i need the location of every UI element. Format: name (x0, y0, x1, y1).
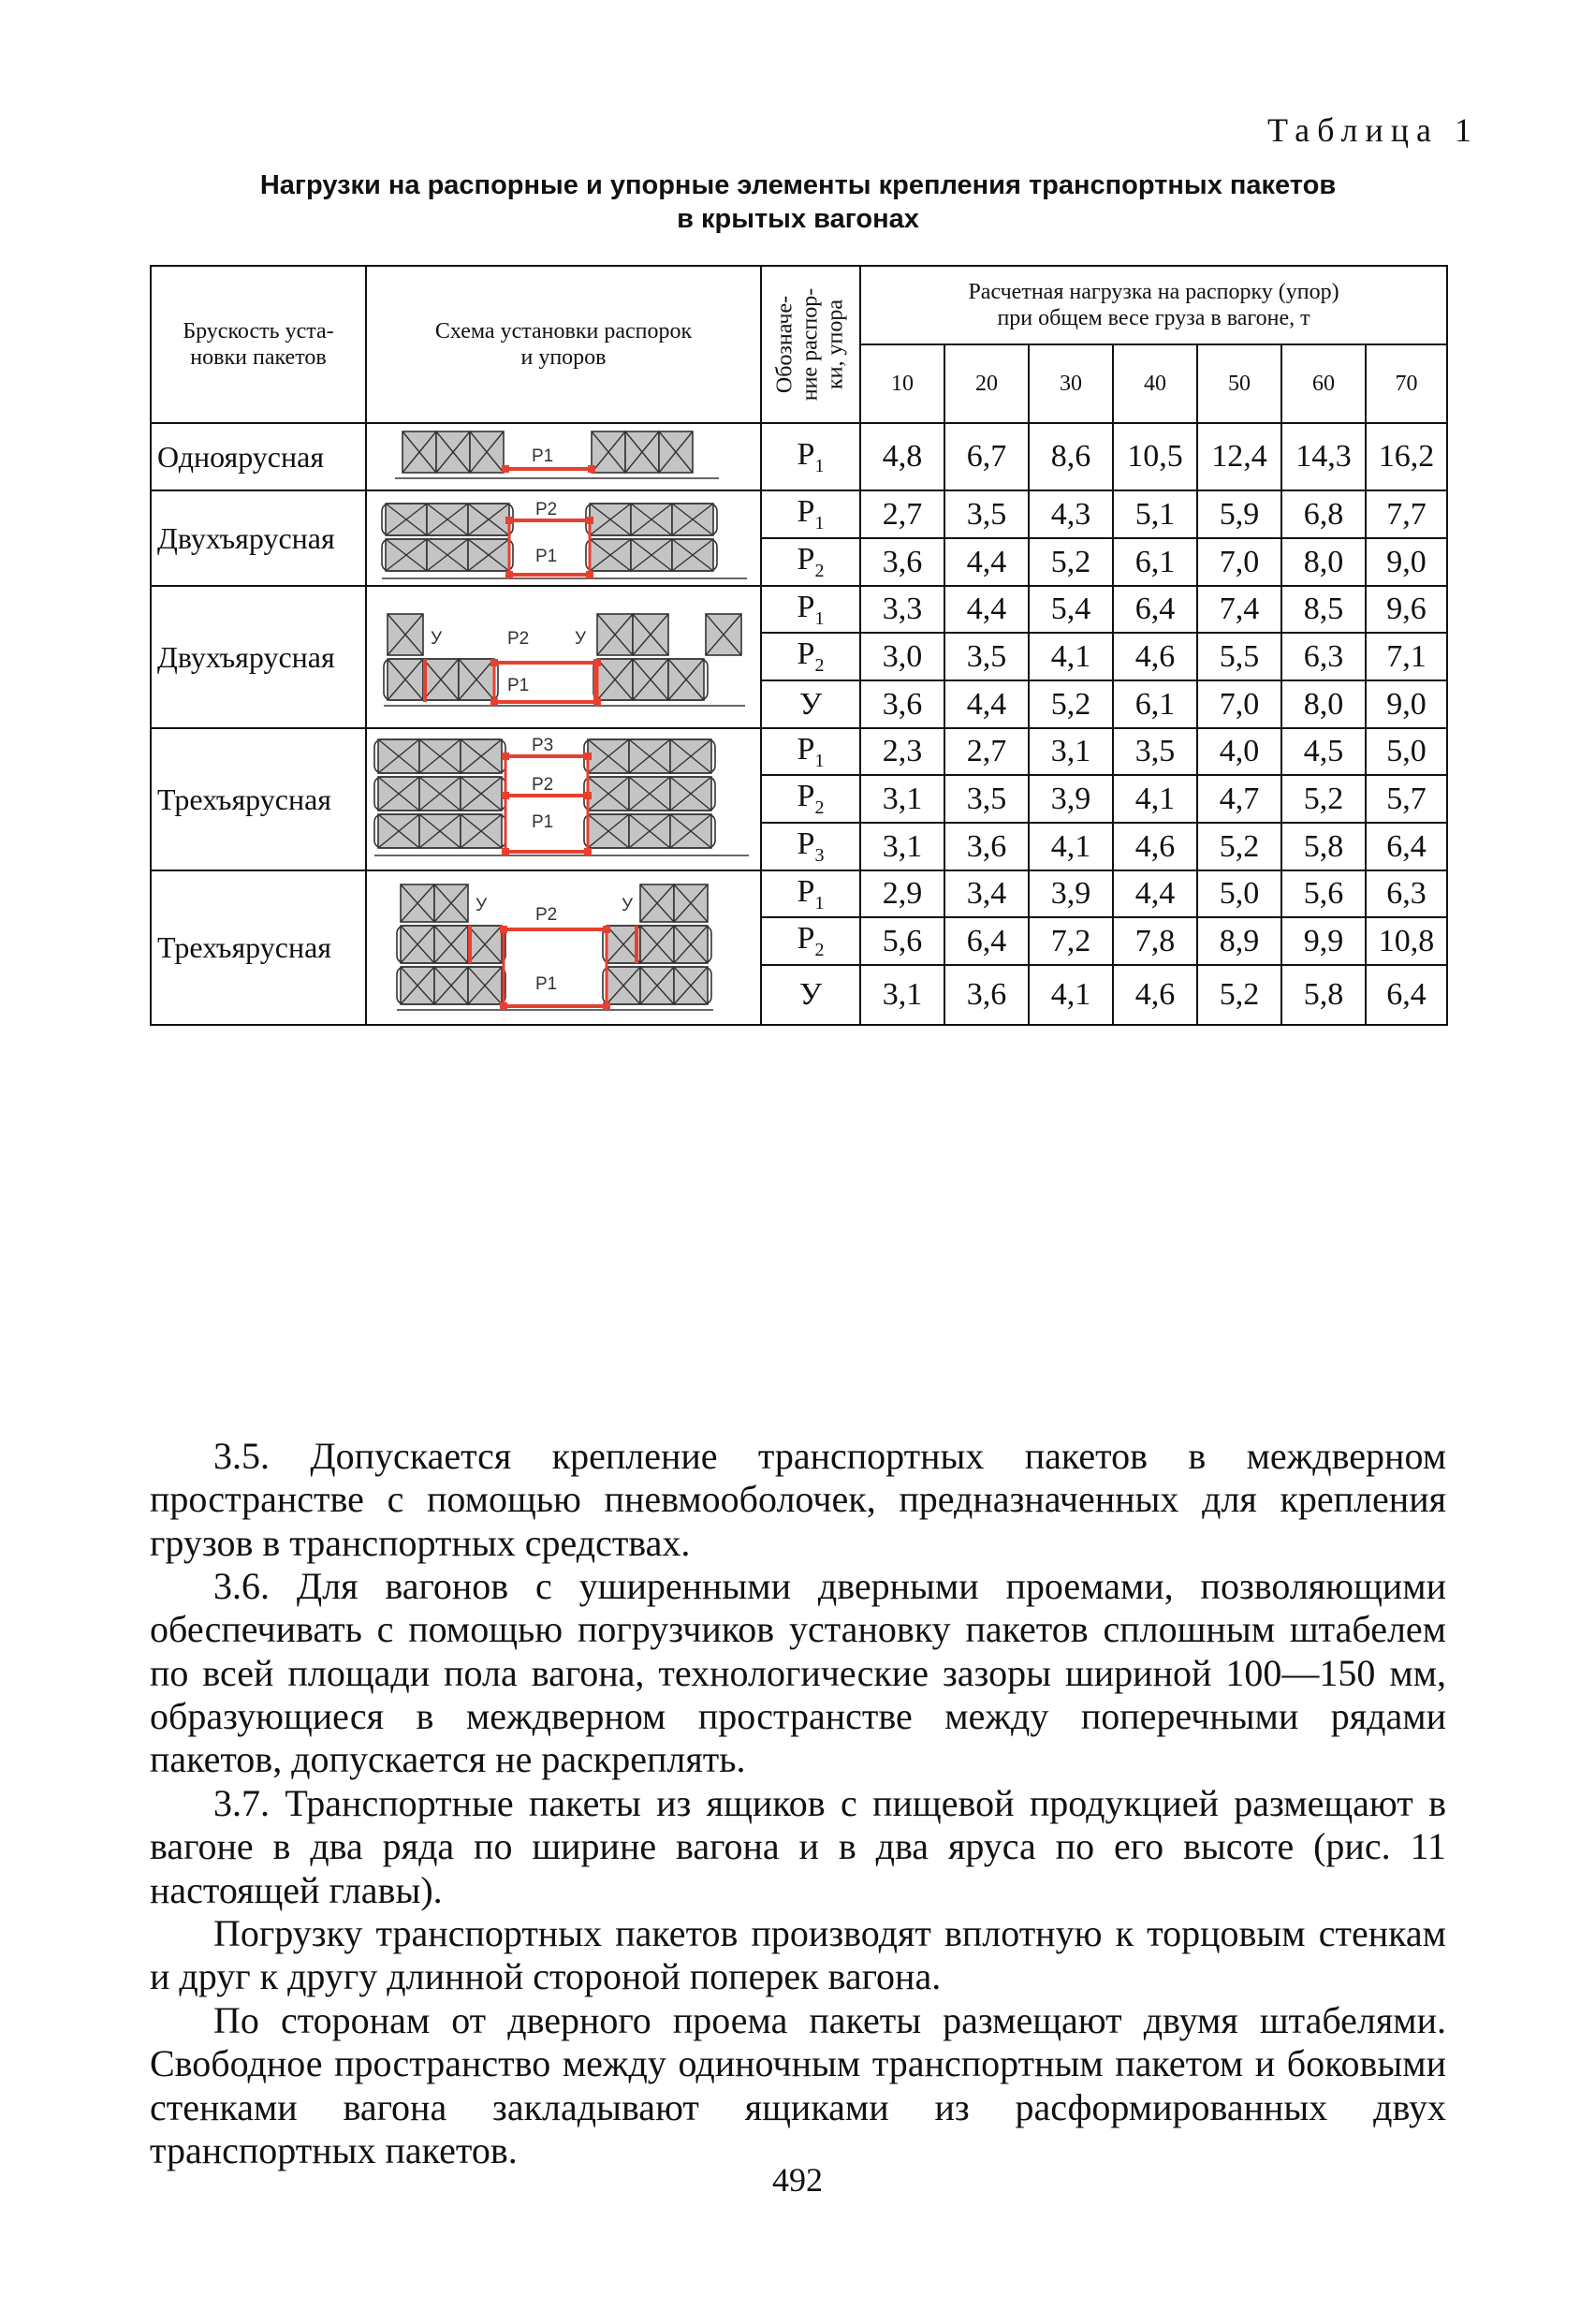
load-value-cell: 7,7 (1366, 490, 1447, 538)
svg-text:P1: P1 (532, 811, 554, 832)
scheme-three-tier (367, 732, 760, 868)
page-number: 492 (772, 2161, 823, 2199)
load-value-cell: 7,2 (1029, 917, 1113, 965)
load-value-cell: 3,5 (944, 775, 1029, 823)
load-value-cell: 6,8 (1281, 490, 1366, 538)
table-title-line-2: в крытых вагонах (677, 204, 919, 234)
header-weight-50: 50 (1197, 344, 1281, 423)
designation-index: 3 (814, 844, 825, 866)
loads-table (150, 265, 1448, 1026)
scheme-single-tier (376, 424, 751, 490)
load-value-cell: 4,8 (860, 423, 944, 490)
load-value-cell: 4,0 (1197, 728, 1281, 775)
svg-text:У: У (575, 628, 587, 649)
tier-cell: Одноярусная (151, 423, 366, 490)
load-value-cell: 3,1 (860, 823, 944, 870)
load-value-cell: 3,9 (1029, 870, 1113, 917)
load-value-cell: 6,4 (1366, 965, 1447, 1025)
load-value-cell: 7,0 (1197, 680, 1281, 728)
load-value-cell: 3,5 (944, 633, 1029, 680)
svg-text:P2: P2 (532, 774, 554, 795)
load-value-cell: 4,6 (1113, 823, 1197, 870)
load-value-cell: 2,7 (944, 728, 1029, 775)
table-title (150, 168, 1446, 236)
load-value-cell: 3,6 (860, 538, 944, 586)
svg-text:P1: P1 (535, 974, 558, 994)
svg-text:P3: P3 (532, 735, 554, 755)
load-value-cell: 8,9 (1197, 917, 1281, 965)
load-value-cell: 2,7 (860, 490, 944, 538)
designation-code: P (797, 436, 815, 472)
designation-index: 1 (814, 512, 825, 533)
load-value-cell: 8,0 (1281, 680, 1366, 728)
designation-index: 2 (814, 654, 825, 676)
designation-code: P (797, 921, 815, 957)
load-value-cell: 10,8 (1366, 917, 1447, 965)
designation-index: 1 (814, 892, 825, 914)
load-value-cell: 6,7 (944, 423, 1029, 490)
designation-code: P (797, 494, 815, 530)
load-value-cell: 4,1 (1029, 823, 1113, 870)
load-value-cell: 3,1 (1029, 728, 1113, 775)
load-value-cell: 4,1 (1113, 775, 1197, 823)
designation-cell (761, 633, 860, 680)
load-value-cell: 6,3 (1366, 870, 1447, 917)
load-value-cell: 7,0 (1197, 538, 1281, 586)
designation-cell (761, 538, 860, 586)
load-value-cell: 5,8 (1281, 965, 1366, 1025)
load-value-cell: 7,4 (1197, 586, 1281, 633)
load-value-cell: 4,4 (944, 538, 1029, 586)
designation-index: 2 (814, 797, 825, 818)
load-value-cell: 4,1 (1029, 633, 1113, 680)
designation-cell (761, 917, 860, 965)
load-value-cell: 3,6 (860, 680, 944, 728)
designation-code: У (798, 686, 823, 722)
header-weight-10: 10 (860, 344, 944, 423)
designation-cell (761, 728, 860, 775)
load-value-cell: 5,7 (1366, 775, 1447, 823)
load-value-cell: 2,3 (860, 728, 944, 775)
scheme-cell (366, 490, 761, 586)
table-title-line-1: Нагрузки на распорные и упорные элементы крепления транспортных пакетов (259, 170, 1337, 200)
load-value-cell: 5,2 (1029, 538, 1113, 586)
designation-cell (761, 680, 860, 728)
paragraph: По сторонам от дверного проема пакеты размещают двумя штабелями. Свободное пространство между одиночным транспортным пакетом и боковыми стенками вагона закладывают ящиками из расформированных двух транспортных пакетов. (150, 1999, 1446, 2171)
designation-index: 1 (814, 607, 825, 629)
load-value-cell: 8,5 (1281, 586, 1366, 633)
designation-cell (761, 823, 860, 870)
load-value-cell: 4,7 (1197, 775, 1281, 823)
load-value-cell: 3,6 (944, 965, 1029, 1025)
scheme-cell (366, 423, 761, 490)
tier-cell: Трехъярусная (151, 728, 366, 870)
tier-cell: Двухъярусная (151, 586, 366, 728)
load-value-cell: 5,9 (1197, 490, 1281, 538)
header-weight-60: 60 (1281, 344, 1366, 423)
header-weight-20: 20 (944, 344, 1029, 423)
load-value-cell: 3,0 (860, 633, 944, 680)
load-value-cell: 4,4 (1113, 870, 1197, 917)
header-designation-text: Обозначе- ние распор- ки, упора (772, 287, 848, 402)
svg-text:P1: P1 (535, 547, 558, 566)
svg-text:У: У (476, 896, 488, 915)
svg-text:У: У (431, 628, 443, 649)
svg-text:P2: P2 (535, 905, 558, 925)
load-value-cell: 6,4 (944, 917, 1029, 965)
designation-code: P (797, 779, 815, 814)
load-value-cell: 5,2 (1029, 680, 1113, 728)
load-value-cell: 5,2 (1197, 823, 1281, 870)
load-value-cell: 4,6 (1113, 633, 1197, 680)
load-value-cell: 5,0 (1366, 728, 1447, 775)
designation-code: P (797, 826, 815, 862)
header-weight-40: 40 (1113, 344, 1197, 423)
designation-code: P (797, 589, 815, 624)
load-value-cell: 7,1 (1366, 633, 1447, 680)
table-body (151, 423, 1447, 1025)
scheme-two-tier-stops (367, 592, 760, 724)
header-weight-30: 30 (1029, 344, 1113, 423)
tier-cell: Трехъярусная (151, 870, 366, 1025)
load-value-cell: 4,6 (1113, 965, 1197, 1025)
table-row (151, 586, 1447, 633)
load-value-cell: 5,4 (1029, 586, 1113, 633)
load-value-cell: 4,4 (944, 586, 1029, 633)
paragraph: Погрузку транспортных пакетов производят вплотную к торцовым стенкам и друг к другу длинной стороной поперек вагона. (150, 1912, 1446, 1998)
paragraph: 3.6. Для вагонов с уширенными дверными проемами, позволяющими обеспечивать с помощью погрузчиков установку пакетов сплошным штабелем по всей площади пола вагона, технологические зазоры шириной 100—150 мм, образующиеся в междверном пространстве между поперечными рядами пакетов, допускается не раскреплять. (150, 1565, 1446, 1781)
load-value-cell: 3,1 (860, 775, 944, 823)
load-value-cell: 8,6 (1029, 423, 1113, 490)
load-value-cell: 5,6 (860, 917, 944, 965)
svg-text:P2: P2 (535, 500, 558, 519)
table-row (151, 490, 1447, 538)
table-label: Таблица 1 (1267, 111, 1479, 149)
designation-code: P (797, 731, 815, 767)
header-tier: Брускость уста- новки пакетов (151, 266, 366, 423)
load-value-cell: 5,0 (1197, 870, 1281, 917)
load-value-cell: 12,4 (1197, 423, 1281, 490)
designation-cell (761, 586, 860, 633)
load-value-cell: 3,9 (1029, 775, 1113, 823)
designation-cell (761, 965, 860, 1025)
load-value-cell: 2,9 (860, 870, 944, 917)
load-value-cell: 10,5 (1113, 423, 1197, 490)
load-value-cell: 3,5 (944, 490, 1029, 538)
load-value-cell: 3,4 (944, 870, 1029, 917)
load-value-cell: 5,8 (1281, 823, 1366, 870)
load-value-cell: 8,0 (1281, 538, 1366, 586)
load-value-cell: 5,6 (1281, 870, 1366, 917)
designation-cell (761, 490, 860, 538)
header-weight-70: 70 (1366, 344, 1447, 423)
load-value-cell: 5,2 (1197, 965, 1281, 1025)
header-load: Расчетная нагрузка на распорку (упор) при общем весе груза в вагоне, т (860, 266, 1447, 344)
designation-cell (761, 775, 860, 823)
svg-text:P2: P2 (507, 628, 530, 649)
designation-index: 1 (814, 455, 825, 476)
svg-text:P1: P1 (532, 446, 554, 466)
load-value-cell: 3,6 (944, 823, 1029, 870)
scheme-cell (366, 586, 761, 728)
load-value-cell: 9,0 (1366, 680, 1447, 728)
designation-index: 2 (814, 560, 825, 581)
load-value-cell: 4,1 (1029, 965, 1113, 1025)
load-value-cell: 16,2 (1366, 423, 1447, 490)
tier-cell: Двухъярусная (151, 490, 366, 586)
designation-code: P (797, 542, 815, 577)
load-value-cell: 4,4 (944, 680, 1029, 728)
load-value-cell: 3,5 (1113, 728, 1197, 775)
scheme-three-tier-stops (376, 877, 751, 1018)
svg-text:P1: P1 (507, 675, 530, 695)
svg-text:У: У (622, 896, 634, 915)
load-value-cell: 4,3 (1029, 490, 1113, 538)
paragraph: 3.7. Транспортные пакеты из ящиков с пищевой продукцией размещают в вагоне в два ряда по ширине вагона и в два яруса по его высоте (рис. 11 настоящей главы). (150, 1782, 1446, 1911)
designation-code: У (798, 977, 823, 1012)
load-value-cell: 9,0 (1366, 538, 1447, 586)
load-value-cell: 3,1 (860, 965, 944, 1025)
scheme-two-tier (376, 494, 751, 582)
designation-index: 1 (814, 750, 825, 771)
table-row (151, 728, 1447, 775)
load-value-cell: 9,6 (1366, 586, 1447, 633)
designation-index: 2 (814, 939, 825, 960)
scheme-cell (366, 728, 761, 870)
designation-cell (761, 870, 860, 917)
load-value-cell: 5,2 (1281, 775, 1366, 823)
load-value-cell: 6,1 (1113, 538, 1197, 586)
load-value-cell: 6,1 (1113, 680, 1197, 728)
header-designation (761, 266, 860, 423)
table-row (151, 870, 1447, 917)
load-value-cell: 6,4 (1113, 586, 1197, 633)
paragraph: 3.5. Допускается крепление транспортных пакетов в междверном пространстве с помощью пневмооболочек, предназначенных для крепления грузов в транспортных средствах. (150, 1435, 1446, 1564)
scheme-cell (366, 870, 761, 1025)
header-scheme: Схема установки распорок и упоров (366, 266, 761, 423)
load-value-cell: 5,5 (1197, 633, 1281, 680)
load-value-cell: 7,8 (1113, 917, 1197, 965)
designation-cell (761, 423, 860, 490)
table-row (151, 423, 1447, 490)
load-value-cell: 4,5 (1281, 728, 1366, 775)
load-value-cell: 14,3 (1281, 423, 1366, 490)
load-value-cell: 9,9 (1281, 917, 1366, 965)
load-value-cell: 6,4 (1366, 823, 1447, 870)
load-value-cell: 6,3 (1281, 633, 1366, 680)
designation-code: P (797, 873, 815, 909)
load-value-cell: 3,3 (860, 586, 944, 633)
designation-code: P (797, 636, 815, 672)
load-value-cell: 5,1 (1113, 490, 1197, 538)
